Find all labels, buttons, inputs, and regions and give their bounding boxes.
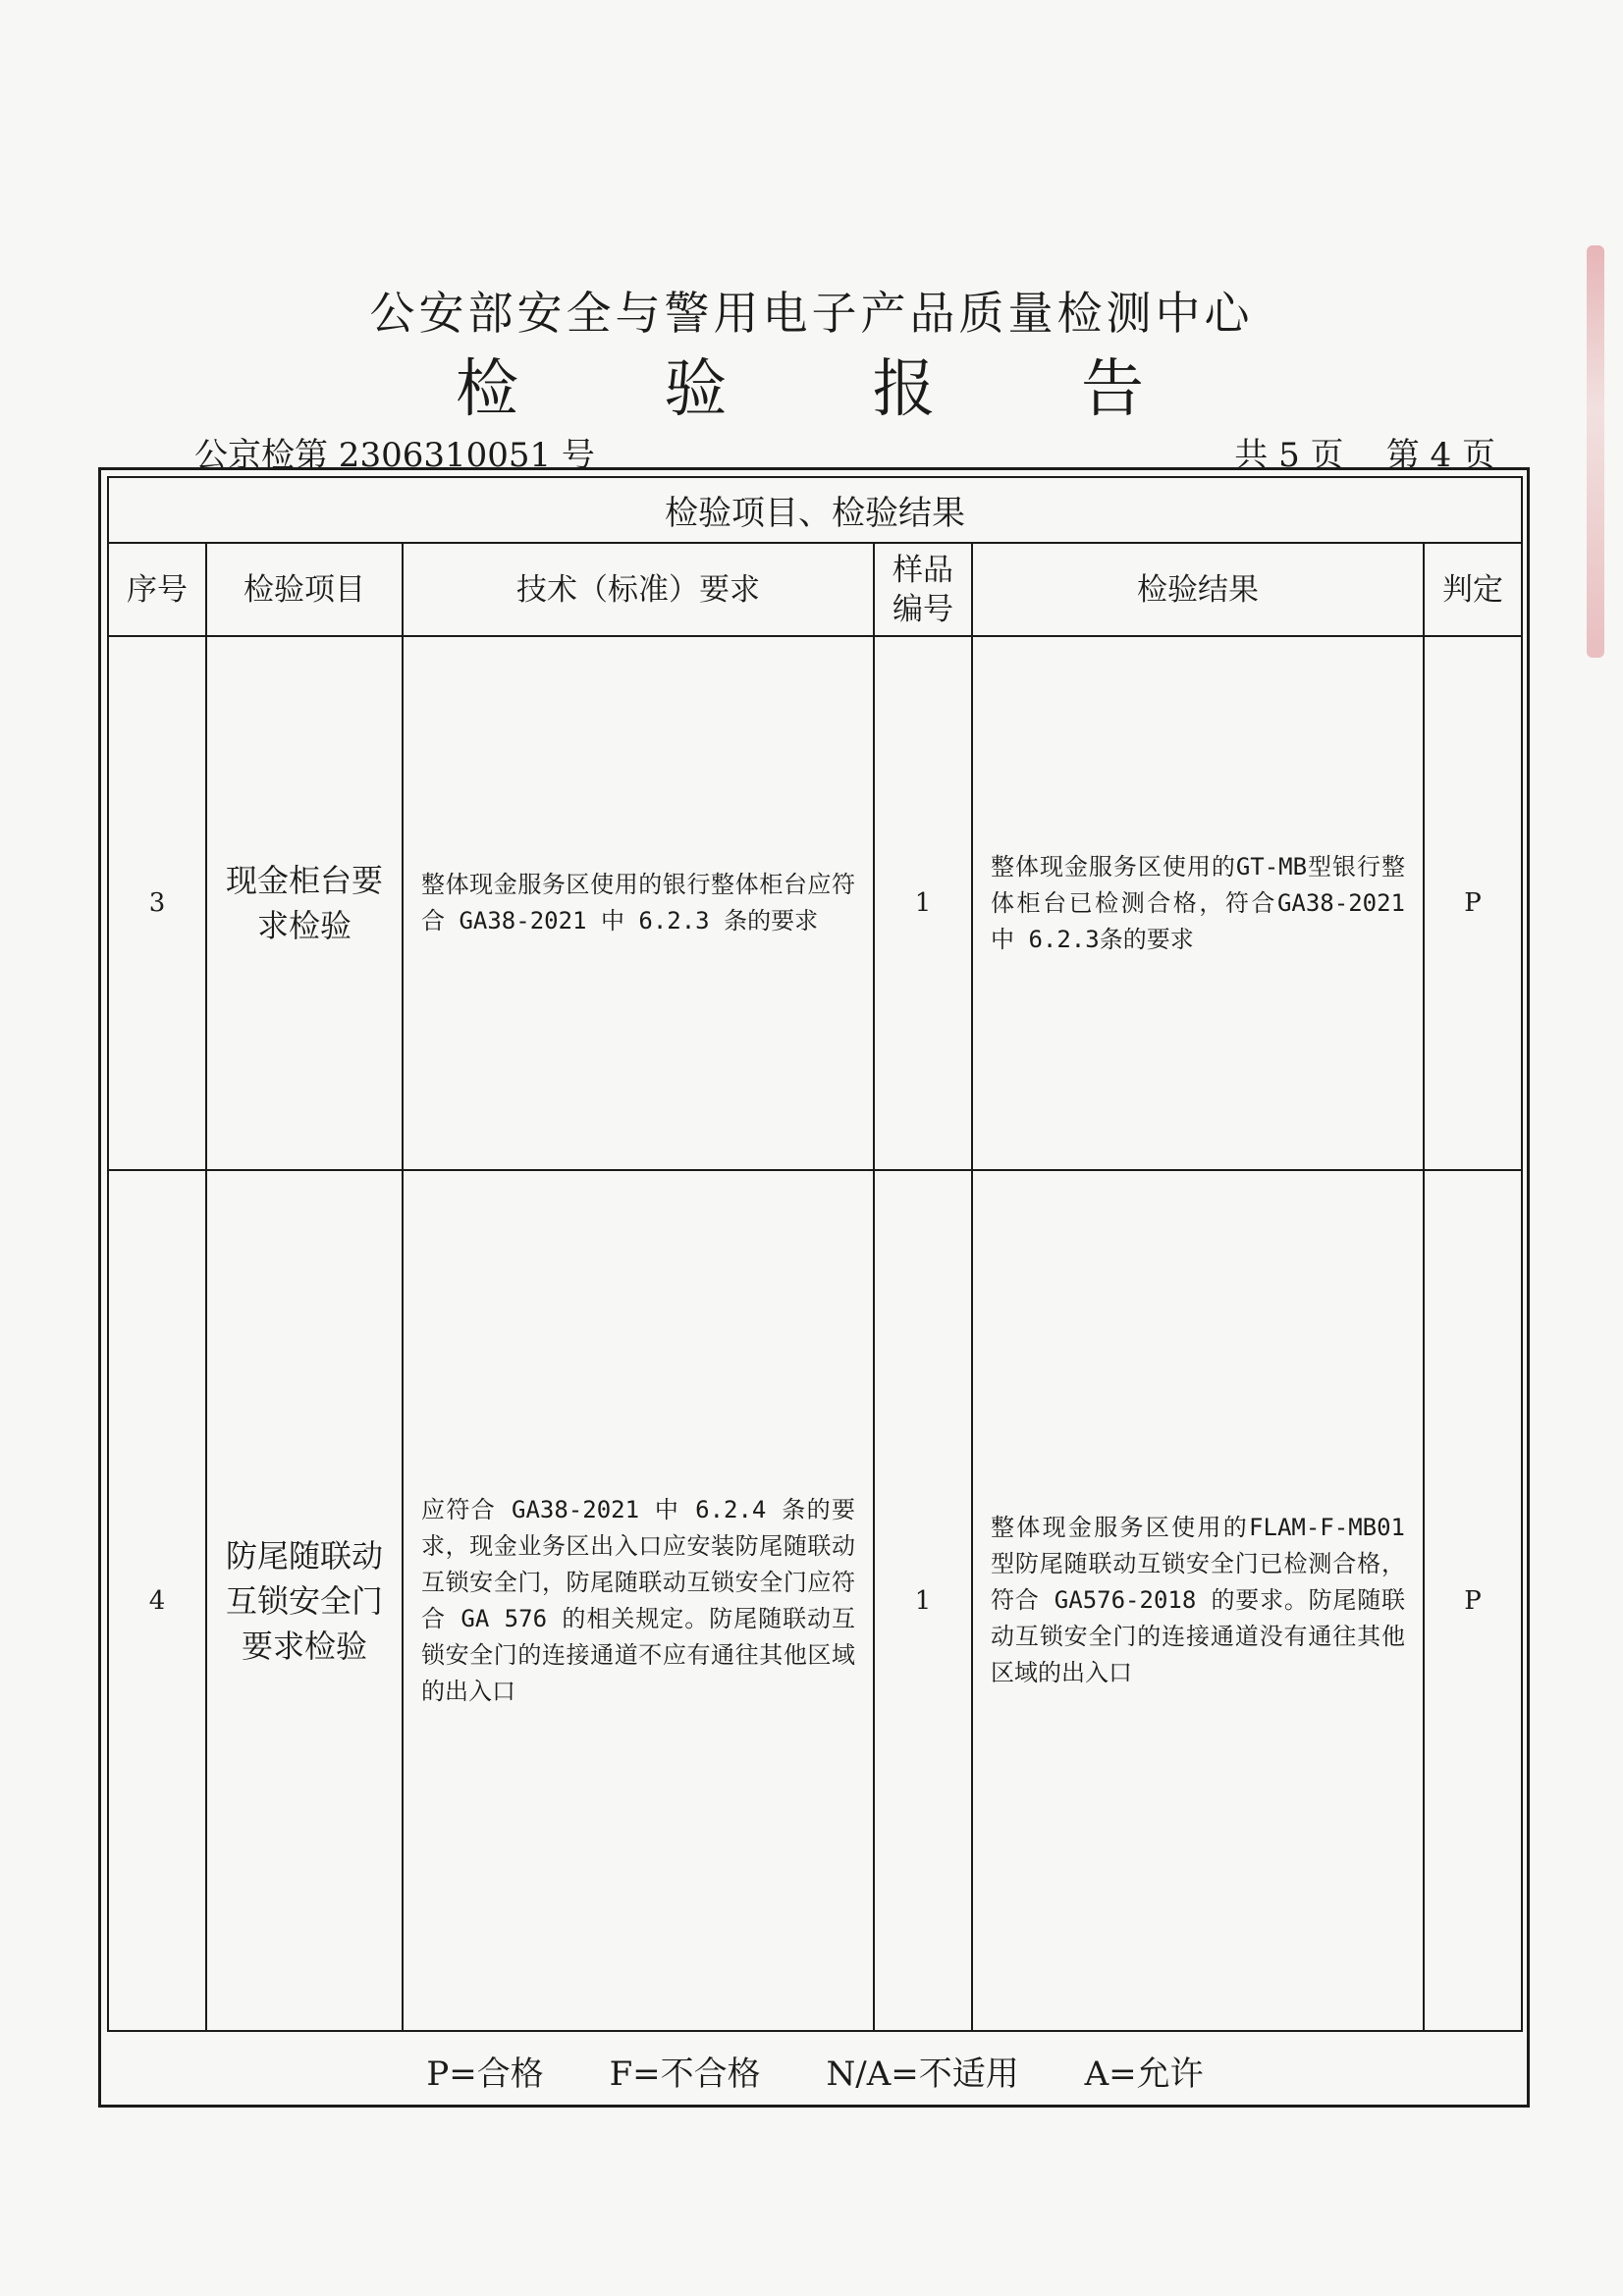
verdict: P: [1424, 636, 1522, 1170]
column-header-sample-no: 样品 编号: [874, 543, 972, 636]
section-header-row: [108, 477, 1522, 543]
legend-pass: P=合格: [426, 2054, 544, 2094]
row-number: 3: [108, 636, 206, 1170]
table-row: [108, 1170, 1522, 2031]
document-title: 检 验 报 告: [455, 353, 1208, 426]
results-frame: [98, 467, 1530, 2108]
legend: [108, 2031, 1522, 2109]
section-title: 检验项目、检验结果: [108, 477, 1522, 543]
seal-stamp-edge: [1587, 245, 1604, 658]
legend-fail: F=不合格: [609, 2054, 761, 2094]
organization-name: 公安部安全与警用电子产品质量检测中心: [369, 287, 1254, 340]
column-header-verdict: 判定: [1424, 543, 1522, 636]
technical-requirement: 整体现金服务区使用的银行整体柜台应符合 GA38-2021 中 6.2.3 条的要求: [403, 636, 874, 1170]
verdict: P: [1424, 1170, 1522, 2031]
legend-row: [108, 2031, 1522, 2109]
table-row: [108, 636, 1522, 1170]
sample-number: 1: [874, 1170, 972, 2031]
sample-number: 1: [874, 636, 972, 1170]
column-header-item: 检验项目: [206, 543, 403, 636]
inspection-result: 整体现金服务区使用的GT-MB型银行整体柜台已检测合格，符合GA38-2021 中 6.2.3条的要求: [972, 636, 1424, 1170]
column-header-result: 检验结果: [972, 543, 1424, 636]
technical-requirement: 应符合 GA38-2021 中 6.2.4 条的要求，现金业务区出入口应安装防尾随联动互锁安全门，防尾随联动互锁安全门应符合 GA 576 的相关规定。防尾随联动互锁安全门的连接通道不应有通往其他区域的出入口: [403, 1170, 874, 2031]
results-table: [107, 476, 1523, 2109]
column-header-no: 序号: [108, 543, 206, 636]
page-info: 共 5 页 第 4 页: [1234, 436, 1495, 475]
legend-not-applicable: N/A=不适用: [826, 2054, 1019, 2094]
legend-allowed: A=允许: [1084, 2054, 1204, 2094]
column-header-row: [108, 543, 1522, 636]
inspection-item: 防尾随联动互锁安全门要求检验: [206, 1170, 403, 2031]
inspection-item: 现金柜台要求检验: [206, 636, 403, 1170]
column-header-requirement: 技术（标准）要求: [403, 543, 874, 636]
row-number: 4: [108, 1170, 206, 2031]
inspection-result: 整体现金服务区使用的FLAM-F-MB01 型防尾随联动互锁安全门已检测合格，符合 GA576-2018 的要求。防尾随联动互锁安全门的连接通道没有通往其他区域的出入口: [972, 1170, 1424, 2031]
report-number: 公京检第 2306310051 号: [194, 436, 595, 475]
